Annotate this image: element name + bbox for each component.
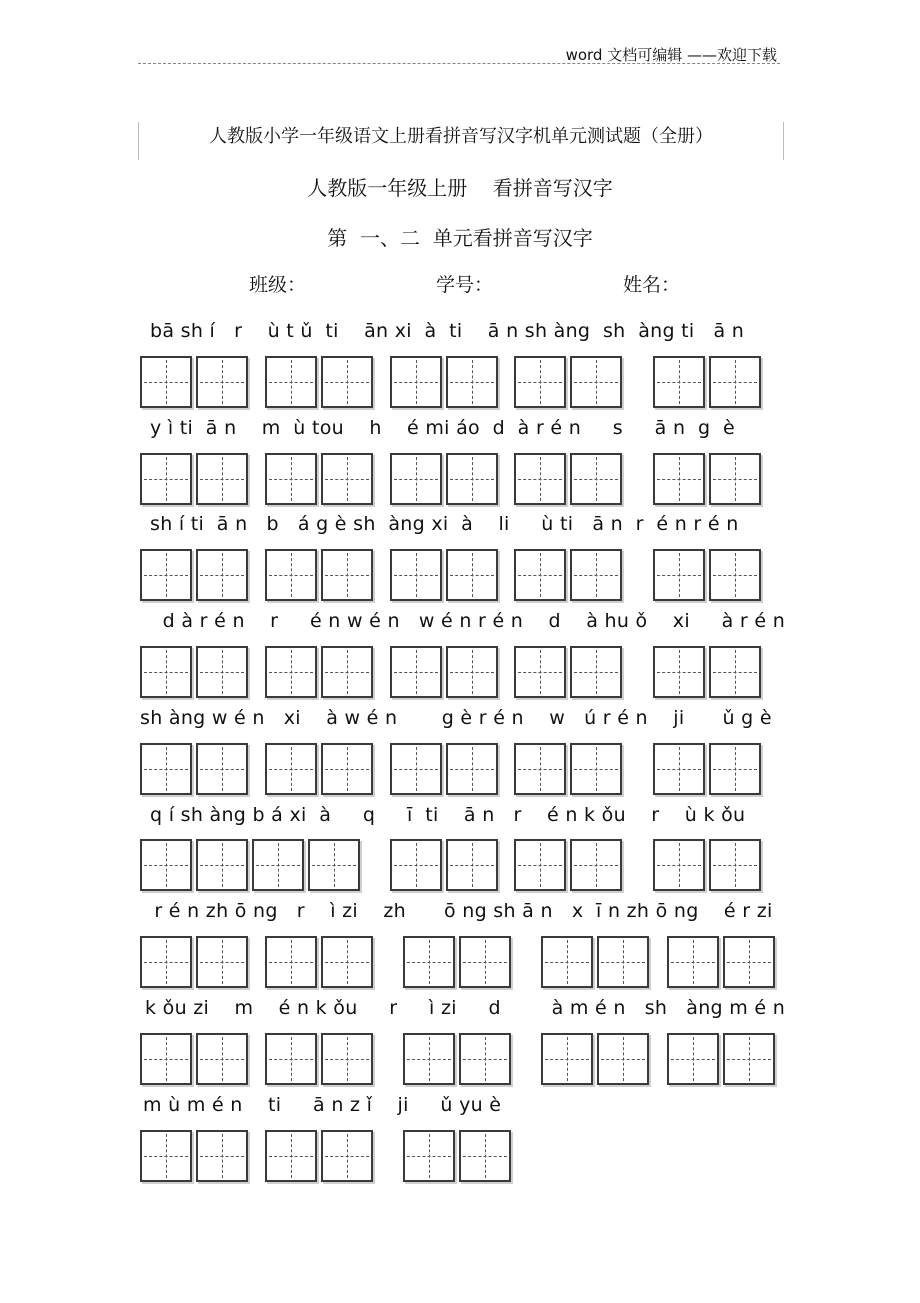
writing-box-group[interactable]	[140, 356, 248, 408]
writing-box[interactable]	[446, 549, 498, 601]
writing-box-group[interactable]	[140, 743, 248, 795]
writing-box[interactable]	[140, 549, 192, 601]
writing-box[interactable]	[196, 743, 248, 795]
writing-box[interactable]	[570, 743, 622, 795]
writing-box[interactable]	[723, 936, 775, 988]
writing-box[interactable]	[446, 839, 498, 891]
writing-box[interactable]	[196, 549, 248, 601]
writing-box[interactable]	[390, 743, 442, 795]
writing-box[interactable]	[196, 1130, 248, 1182]
writing-box[interactable]	[514, 743, 566, 795]
writing-box-group[interactable]	[541, 936, 649, 988]
writing-box[interactable]	[390, 549, 442, 601]
writing-box[interactable]	[321, 646, 373, 698]
writing-box[interactable]	[403, 936, 455, 988]
writing-box[interactable]	[196, 453, 248, 505]
writing-box[interactable]	[321, 743, 373, 795]
writing-box[interactable]	[308, 839, 360, 891]
writing-box[interactable]	[597, 1033, 649, 1085]
writing-box-group[interactable]	[653, 453, 761, 505]
writing-box[interactable]	[446, 453, 498, 505]
writing-box[interactable]	[667, 1033, 719, 1085]
writing-box[interactable]	[265, 453, 317, 505]
writing-box[interactable]	[570, 356, 622, 408]
writing-box[interactable]	[390, 839, 442, 891]
writing-box-group[interactable]	[390, 743, 498, 795]
writing-box[interactable]	[140, 453, 192, 505]
header-divider	[138, 63, 780, 64]
writing-box-group[interactable]	[140, 839, 360, 891]
unit-title: 第 一、二 单元看拼音写汉字	[327, 226, 593, 250]
writing-box[interactable]	[514, 356, 566, 408]
writing-box[interactable]	[390, 453, 442, 505]
writing-box[interactable]	[541, 936, 593, 988]
writing-box[interactable]	[446, 743, 498, 795]
name-label: 姓名：	[623, 274, 681, 296]
writing-box[interactable]	[321, 1130, 373, 1182]
pinyin-row-4: d à r é n r é n w é n w é n r é n d à hu ǒ xi à r é n	[150, 610, 786, 632]
writing-box[interactable]	[459, 1130, 511, 1182]
writing-box[interactable]	[140, 936, 192, 988]
writing-box-group[interactable]	[514, 743, 622, 795]
writing-box[interactable]	[446, 646, 498, 698]
writing-box[interactable]	[140, 743, 192, 795]
writing-box-group[interactable]	[265, 453, 373, 505]
writing-box[interactable]	[403, 1130, 455, 1182]
writing-box[interactable]	[265, 549, 317, 601]
writing-box[interactable]	[514, 549, 566, 601]
writing-box-group[interactable]	[403, 936, 511, 988]
writing-box[interactable]	[570, 646, 622, 698]
writing-box-group[interactable]	[514, 839, 622, 891]
writing-box-group[interactable]	[140, 1130, 248, 1182]
writing-box[interactable]	[597, 936, 649, 988]
writing-box-group[interactable]	[514, 646, 622, 698]
writing-box-group[interactable]	[653, 549, 761, 601]
writing-box[interactable]	[709, 356, 761, 408]
writing-box[interactable]	[514, 453, 566, 505]
writing-box[interactable]	[140, 646, 192, 698]
writing-box-group[interactable]	[667, 1033, 775, 1085]
writing-box-group[interactable]	[541, 1033, 649, 1085]
worksheet-subtitle: 人教版一年级上册 看拼音写汉字	[307, 176, 613, 200]
writing-box-group[interactable]	[514, 356, 622, 408]
writing-box-group[interactable]	[140, 549, 248, 601]
writing-box[interactable]	[321, 549, 373, 601]
writing-box[interactable]	[390, 646, 442, 698]
writing-box[interactable]	[723, 1033, 775, 1085]
writing-box-group[interactable]	[653, 839, 761, 891]
writing-box[interactable]	[541, 1033, 593, 1085]
writing-box-group[interactable]	[140, 646, 248, 698]
writing-box[interactable]	[570, 549, 622, 601]
writing-box-group[interactable]	[390, 356, 498, 408]
writing-box[interactable]	[390, 356, 442, 408]
writing-box[interactable]	[653, 453, 705, 505]
writing-box[interactable]	[514, 839, 566, 891]
writing-box[interactable]	[709, 453, 761, 505]
writing-box-group[interactable]	[265, 1130, 373, 1182]
writing-box-group[interactable]	[403, 1033, 511, 1085]
writing-box[interactable]	[709, 646, 761, 698]
writing-box[interactable]	[709, 743, 761, 795]
writing-box-group[interactable]	[653, 356, 761, 408]
student-number-label: 学号：	[436, 274, 494, 296]
writing-box[interactable]	[653, 356, 705, 408]
writing-box[interactable]	[140, 1033, 192, 1085]
writing-box[interactable]	[653, 839, 705, 891]
writing-box[interactable]	[196, 839, 248, 891]
writing-box[interactable]	[446, 356, 498, 408]
writing-box[interactable]	[321, 356, 373, 408]
writing-box[interactable]	[265, 936, 317, 988]
pinyin-row-3: sh í ti ā n b á g è sh àng xi à li ù ti ā n r é n r é n	[150, 513, 739, 535]
writing-box-group[interactable]	[140, 936, 248, 988]
writing-box[interactable]	[459, 936, 511, 988]
writing-box[interactable]	[709, 839, 761, 891]
writing-box[interactable]	[570, 839, 622, 891]
writing-box-group[interactable]	[265, 356, 373, 408]
writing-box[interactable]	[140, 1130, 192, 1182]
writing-box[interactable]	[196, 646, 248, 698]
writing-box-group[interactable]	[653, 743, 761, 795]
writing-box-group[interactable]	[390, 839, 498, 891]
pinyin-row-7: r é n zh ō ng r ì zi zh ō ng sh ā n x ī n zh ō ng é r zi	[148, 900, 773, 922]
pinyin-row-2: y ì ti ā n m ù tou h é mi áo d à r é n s ā n g è	[150, 417, 736, 439]
writing-box[interactable]	[653, 743, 705, 795]
writing-box-group[interactable]	[140, 453, 248, 505]
class-label: 班级：	[249, 274, 307, 296]
writing-box-group[interactable]	[403, 1130, 511, 1182]
writing-box-group[interactable]	[140, 1033, 248, 1085]
pinyin-row-6: q í sh àng b á xi à q ī ti ā n r é n k ǒu r ù k ǒu	[150, 804, 746, 826]
page-header: word 文档可编辑 ——欢迎下载	[565, 46, 777, 64]
writing-box[interactable]	[321, 1033, 373, 1085]
writing-box-group[interactable]	[390, 453, 498, 505]
writing-box[interactable]	[514, 646, 566, 698]
writing-box[interactable]	[653, 646, 705, 698]
writing-box[interactable]	[196, 1033, 248, 1085]
writing-box[interactable]	[252, 839, 304, 891]
pinyin-row-1: bā sh í r ù t ǔ ti ān xi à ti ā n sh àng sh àng ti ā n	[150, 320, 745, 342]
writing-box-group[interactable]	[653, 646, 761, 698]
writing-box-group[interactable]	[265, 743, 373, 795]
writing-box-group[interactable]	[667, 936, 775, 988]
writing-box-group[interactable]	[390, 549, 498, 601]
writing-box-group[interactable]	[265, 936, 373, 988]
writing-box[interactable]	[321, 936, 373, 988]
pinyin-row-9: m ù m é n ti ā n z ǐ ji ǔ yu è	[143, 1094, 502, 1116]
writing-box[interactable]	[265, 1033, 317, 1085]
writing-box[interactable]	[709, 549, 761, 601]
writing-box-group[interactable]	[390, 646, 498, 698]
writing-box[interactable]	[265, 743, 317, 795]
writing-box[interactable]	[265, 646, 317, 698]
writing-box[interactable]	[196, 356, 248, 408]
writing-box-group[interactable]	[514, 549, 622, 601]
writing-box-group[interactable]	[265, 1033, 373, 1085]
writing-box[interactable]	[140, 839, 192, 891]
writing-box[interactable]	[265, 1130, 317, 1182]
writing-box[interactable]	[570, 453, 622, 505]
writing-box[interactable]	[321, 453, 373, 505]
writing-box[interactable]	[265, 356, 317, 408]
writing-box[interactable]	[196, 936, 248, 988]
writing-box[interactable]	[459, 1033, 511, 1085]
writing-box-group[interactable]	[265, 646, 373, 698]
writing-box[interactable]	[653, 549, 705, 601]
pinyin-row-8: k ǒu zi m é n k ǒu r ì zi d à m é n sh àng m é n	[145, 997, 786, 1019]
writing-box[interactable]	[667, 936, 719, 988]
pinyin-row-5: sh àng w é n xi à w é n g è r é n w ú r é n ji ǔ g è	[140, 707, 772, 729]
document-title: 人教版小学一年级语文上册看拼音写汉字机单元测试题（全册）	[138, 122, 784, 160]
writing-box[interactable]	[403, 1033, 455, 1085]
writing-box[interactable]	[140, 356, 192, 408]
writing-box-group[interactable]	[265, 549, 373, 601]
writing-box-group[interactable]	[514, 453, 622, 505]
